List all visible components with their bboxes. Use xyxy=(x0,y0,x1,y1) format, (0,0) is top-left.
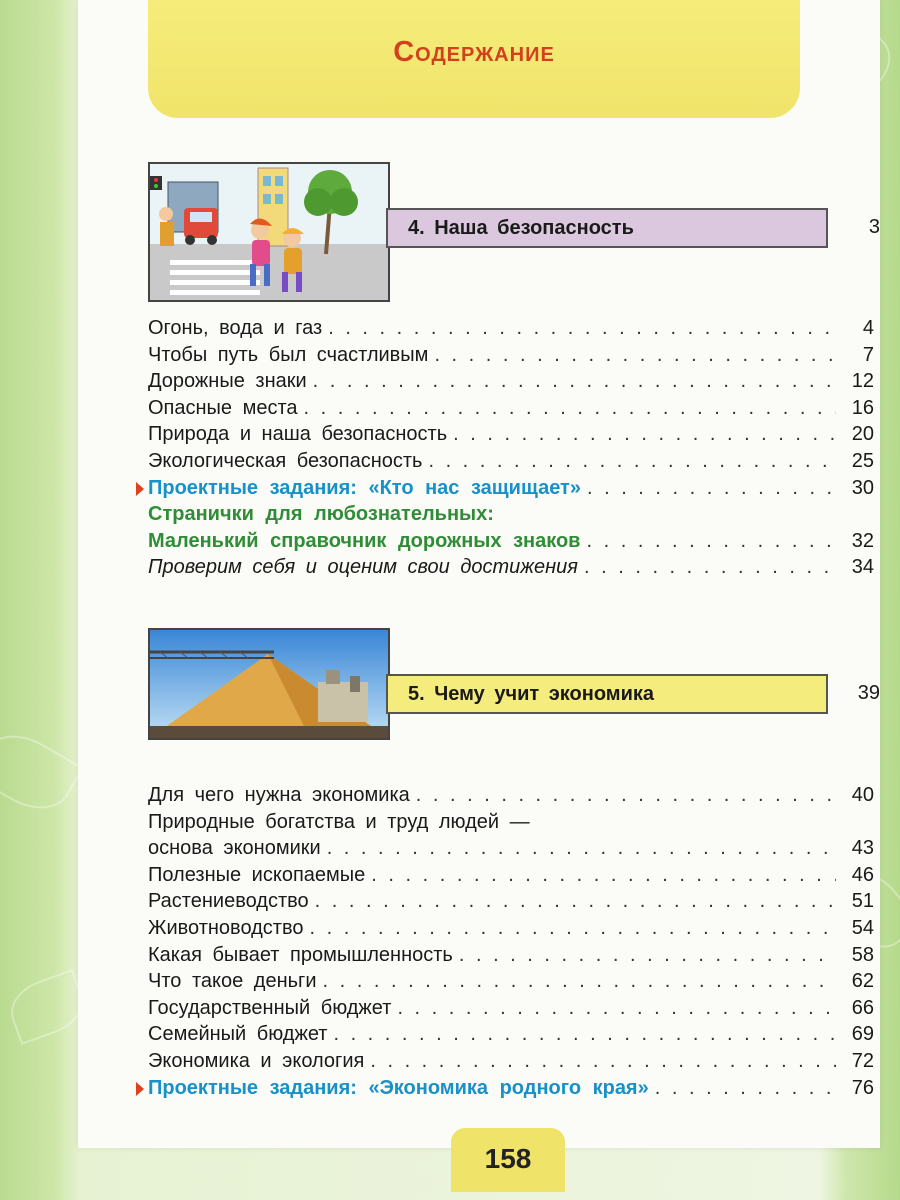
toc-entry-project[interactable]: Проектные задания: «Кто нас защищает» . . . 30 xyxy=(148,477,874,504)
toc-entry[interactable]: Что такое деньги . . . 62 xyxy=(148,970,874,997)
toc-entry[interactable]: Экологическая безопасность . . . 25 xyxy=(148,450,874,477)
toc-entry[interactable]: Маленький справочник дорожных знаков . . . 32 xyxy=(148,530,874,557)
contents-header xyxy=(148,0,800,118)
toc-entry[interactable]: Дорожные знаки . . . 12 xyxy=(148,370,874,397)
toc-entry[interactable]: Огонь, вода и газ . . . 4 xyxy=(148,317,874,344)
toc-list-section-5 xyxy=(148,784,874,1103)
toc-entry[interactable]: Государственный бюджет . . . 66 xyxy=(148,997,874,1024)
textbook-page xyxy=(78,0,880,1148)
arrow-marker-icon xyxy=(136,1082,144,1096)
toc-entry[interactable]: Какая бывает промышленность . . . 58 xyxy=(148,944,874,971)
section-heading-5[interactable]: 5. Чему учит экономика xyxy=(386,674,828,714)
toc-entry[interactable]: Животноводство . . . 54 xyxy=(148,917,874,944)
toc-entry-subheading[interactable]: Странички для любознательных: xyxy=(148,503,494,526)
arrow-marker-icon xyxy=(136,482,144,496)
toc-entry[interactable]: Чтобы путь был счастливым . . . 7 xyxy=(148,344,874,371)
toc-entry[interactable]: Для чего нужна экономика . . . 40 xyxy=(148,784,874,811)
mining-site-photo xyxy=(148,628,390,740)
toc-entry[interactable]: Полезные ископаемые . . . 46 xyxy=(148,864,874,891)
leaf-decoration xyxy=(0,721,84,823)
street-crossing-illustration xyxy=(148,162,390,302)
section-page-number: 39 xyxy=(857,682,880,704)
toc-entry[interactable]: Природа и наша безопасность . . . 20 xyxy=(148,423,874,450)
page-number-tab: 158 xyxy=(451,1128,565,1192)
toc-entry[interactable]: Проверим себя и оценим свои достижения . . . 34 xyxy=(148,556,874,583)
section-page-number: 3 xyxy=(868,216,880,238)
toc-list-section-4 xyxy=(148,317,874,583)
toc-entry[interactable]: Семейный бюджет . . . 69 xyxy=(148,1023,874,1050)
toc-entry-continued[interactable]: Природные богатства и труд людей — xyxy=(148,810,530,833)
toc-entry[interactable]: Опасные места . . . 16 xyxy=(148,397,874,424)
toc-entry-project[interactable]: Проектные задания: «Экономика родного края» . . . 76 xyxy=(148,1077,874,1104)
section-heading-4[interactable]: 4. Наша безопасность xyxy=(386,208,828,248)
toc-entry[interactable]: основа экономики . . . 43 xyxy=(148,837,874,864)
toc-entry[interactable]: Растениеводство . . . 51 xyxy=(148,890,874,917)
toc-entry[interactable]: Экономика и экология . . . 72 xyxy=(148,1050,874,1077)
page-title: Содержание xyxy=(393,36,555,68)
